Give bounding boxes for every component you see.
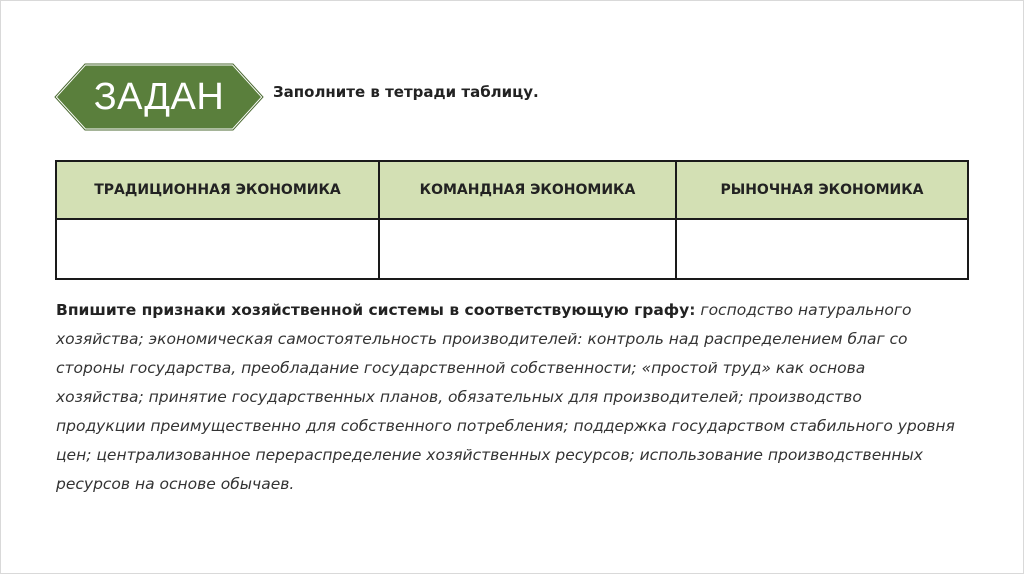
table-header-row [56, 161, 968, 219]
cell-traditional-economy[interactable] [56, 219, 379, 279]
economy-table [55, 160, 969, 280]
task-body: господство натурального хозяйства; экономическая самостоятельность производителей: контроль над распределением благ со стороны государства, преобладание государственной собственности; «простой труд» как основа хозяйства; принятие государственных планов, обязательных для производителей; производство продукции преимущественно для собственного потребления; поддержка государством стабильного уровня цен; централизованное перераспределение хозяйственных ресурсов; использование производственных ресурсов на основе обычаев. [56, 301, 955, 493]
cell-market-economy[interactable] [676, 219, 968, 279]
header-traditional-economy: ТРАДИЦИОННАЯ ЭКОНОМИКА [56, 161, 379, 219]
task-badge [53, 62, 265, 132]
header-market-economy: РЫНОЧНАЯ ЭКОНОМИКА [676, 161, 968, 219]
cell-command-economy[interactable] [379, 219, 676, 279]
task-colon: : [689, 301, 696, 319]
instruction-text: Заполните в тетради таблицу. [273, 83, 539, 101]
task-paragraph [56, 296, 956, 499]
task-lead: Впишите признаки хозяйственной системы в соответствующую графу [56, 301, 690, 319]
table-row [56, 219, 968, 279]
badge-label: ЗАДАН [93, 76, 225, 118]
header-command-economy: КОМАНДНАЯ ЭКОНОМИКА [379, 161, 676, 219]
